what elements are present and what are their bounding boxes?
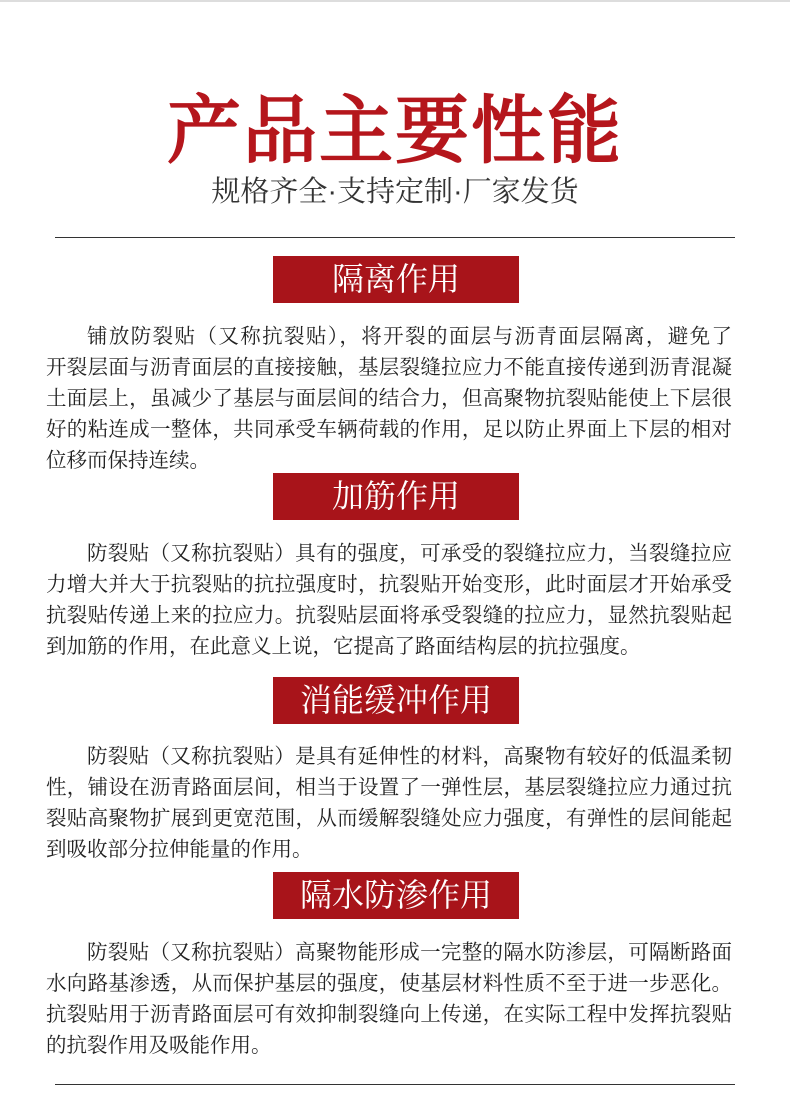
section-heading-waterproofing: 隔水防渗作用 — [273, 872, 519, 919]
text-line: 抗裂贴用于沥青路面层可有效抑制裂缝向上传递，在实际工程中发挥抗裂贴 — [46, 1003, 732, 1026]
text-line: 位移而保持连续。 — [46, 449, 210, 472]
text-line: 到加筋的作用，在此意义上说，它提高了路面结构层的抗拉强度。 — [46, 635, 641, 658]
text-line: 铺放防裂贴（又称抗裂贴），将开裂的面层与沥青面层隔离，避免了 — [87, 325, 732, 348]
section-heading-isolation: 隔离作用 — [273, 256, 519, 303]
text-line: 的抗裂作用及吸能作用。 — [46, 1034, 272, 1057]
text-line: 防裂贴（又称抗裂贴）高聚物能形成一完整的隔水防渗层，可隔断路面 — [87, 941, 732, 964]
text-line: 裂贴高聚物扩展到更宽范围，从而缓解裂缝处应力强度，有弹性的层间能起 — [46, 807, 732, 830]
divider-top — [55, 237, 735, 238]
text-line: 防裂贴（又称抗裂贴）是具有延伸性的材料，高聚物有较好的低温柔韧 — [87, 745, 732, 768]
section-body-waterproofing — [46, 937, 732, 1061]
text-line: 抗裂贴传递上来的拉应力。抗裂贴层面将承受裂缝的拉应力，显然抗裂贴起 — [46, 604, 732, 627]
text-line: 开裂层面与沥青面层的直接接触，基层裂缝拉应力不能直接传递到沥青混凝 — [46, 356, 732, 379]
text-line: 性，铺设在沥青路面层间，相当于设置了一弹性层，基层裂缝拉应力通过抗 — [46, 776, 732, 799]
text-line: 土面层上，虽减少了基层与面层间的结合力，但高聚物抗裂贴能使上下层很 — [46, 387, 732, 410]
section-body-energy-absorption — [46, 741, 732, 865]
text-line: 力增大并大于抗裂贴的抗拉强度时，抗裂贴开始变形，此时面层才开始承受 — [46, 573, 732, 596]
text-line: 水向路基渗透，从而保护基层的强度，使基层材料性质不至于进一步恶化。 — [46, 972, 732, 995]
text-line: 好的粘连成一整体，共同承受车辆荷载的作用，足以防止界面上下层的相对 — [46, 418, 732, 441]
section-heading-reinforcement: 加筋作用 — [273, 473, 519, 520]
page-subtitle: 规格齐全·支持定制·厂家发货 — [211, 176, 579, 208]
section-heading-energy-absorption: 消能缓冲作用 — [273, 677, 519, 724]
divider-bottom — [55, 1084, 735, 1085]
page-title: 产品主要性能 — [167, 89, 623, 172]
text-line: 到吸收部分拉伸能量的作用。 — [46, 838, 313, 861]
top-border — [0, 0, 790, 2]
section-body-reinforcement — [46, 538, 732, 662]
section-body-isolation — [46, 321, 732, 476]
text-line: 防裂贴（又称抗裂贴）具有的强度，可承受的裂缝拉应力，当裂缝拉应 — [87, 542, 732, 565]
